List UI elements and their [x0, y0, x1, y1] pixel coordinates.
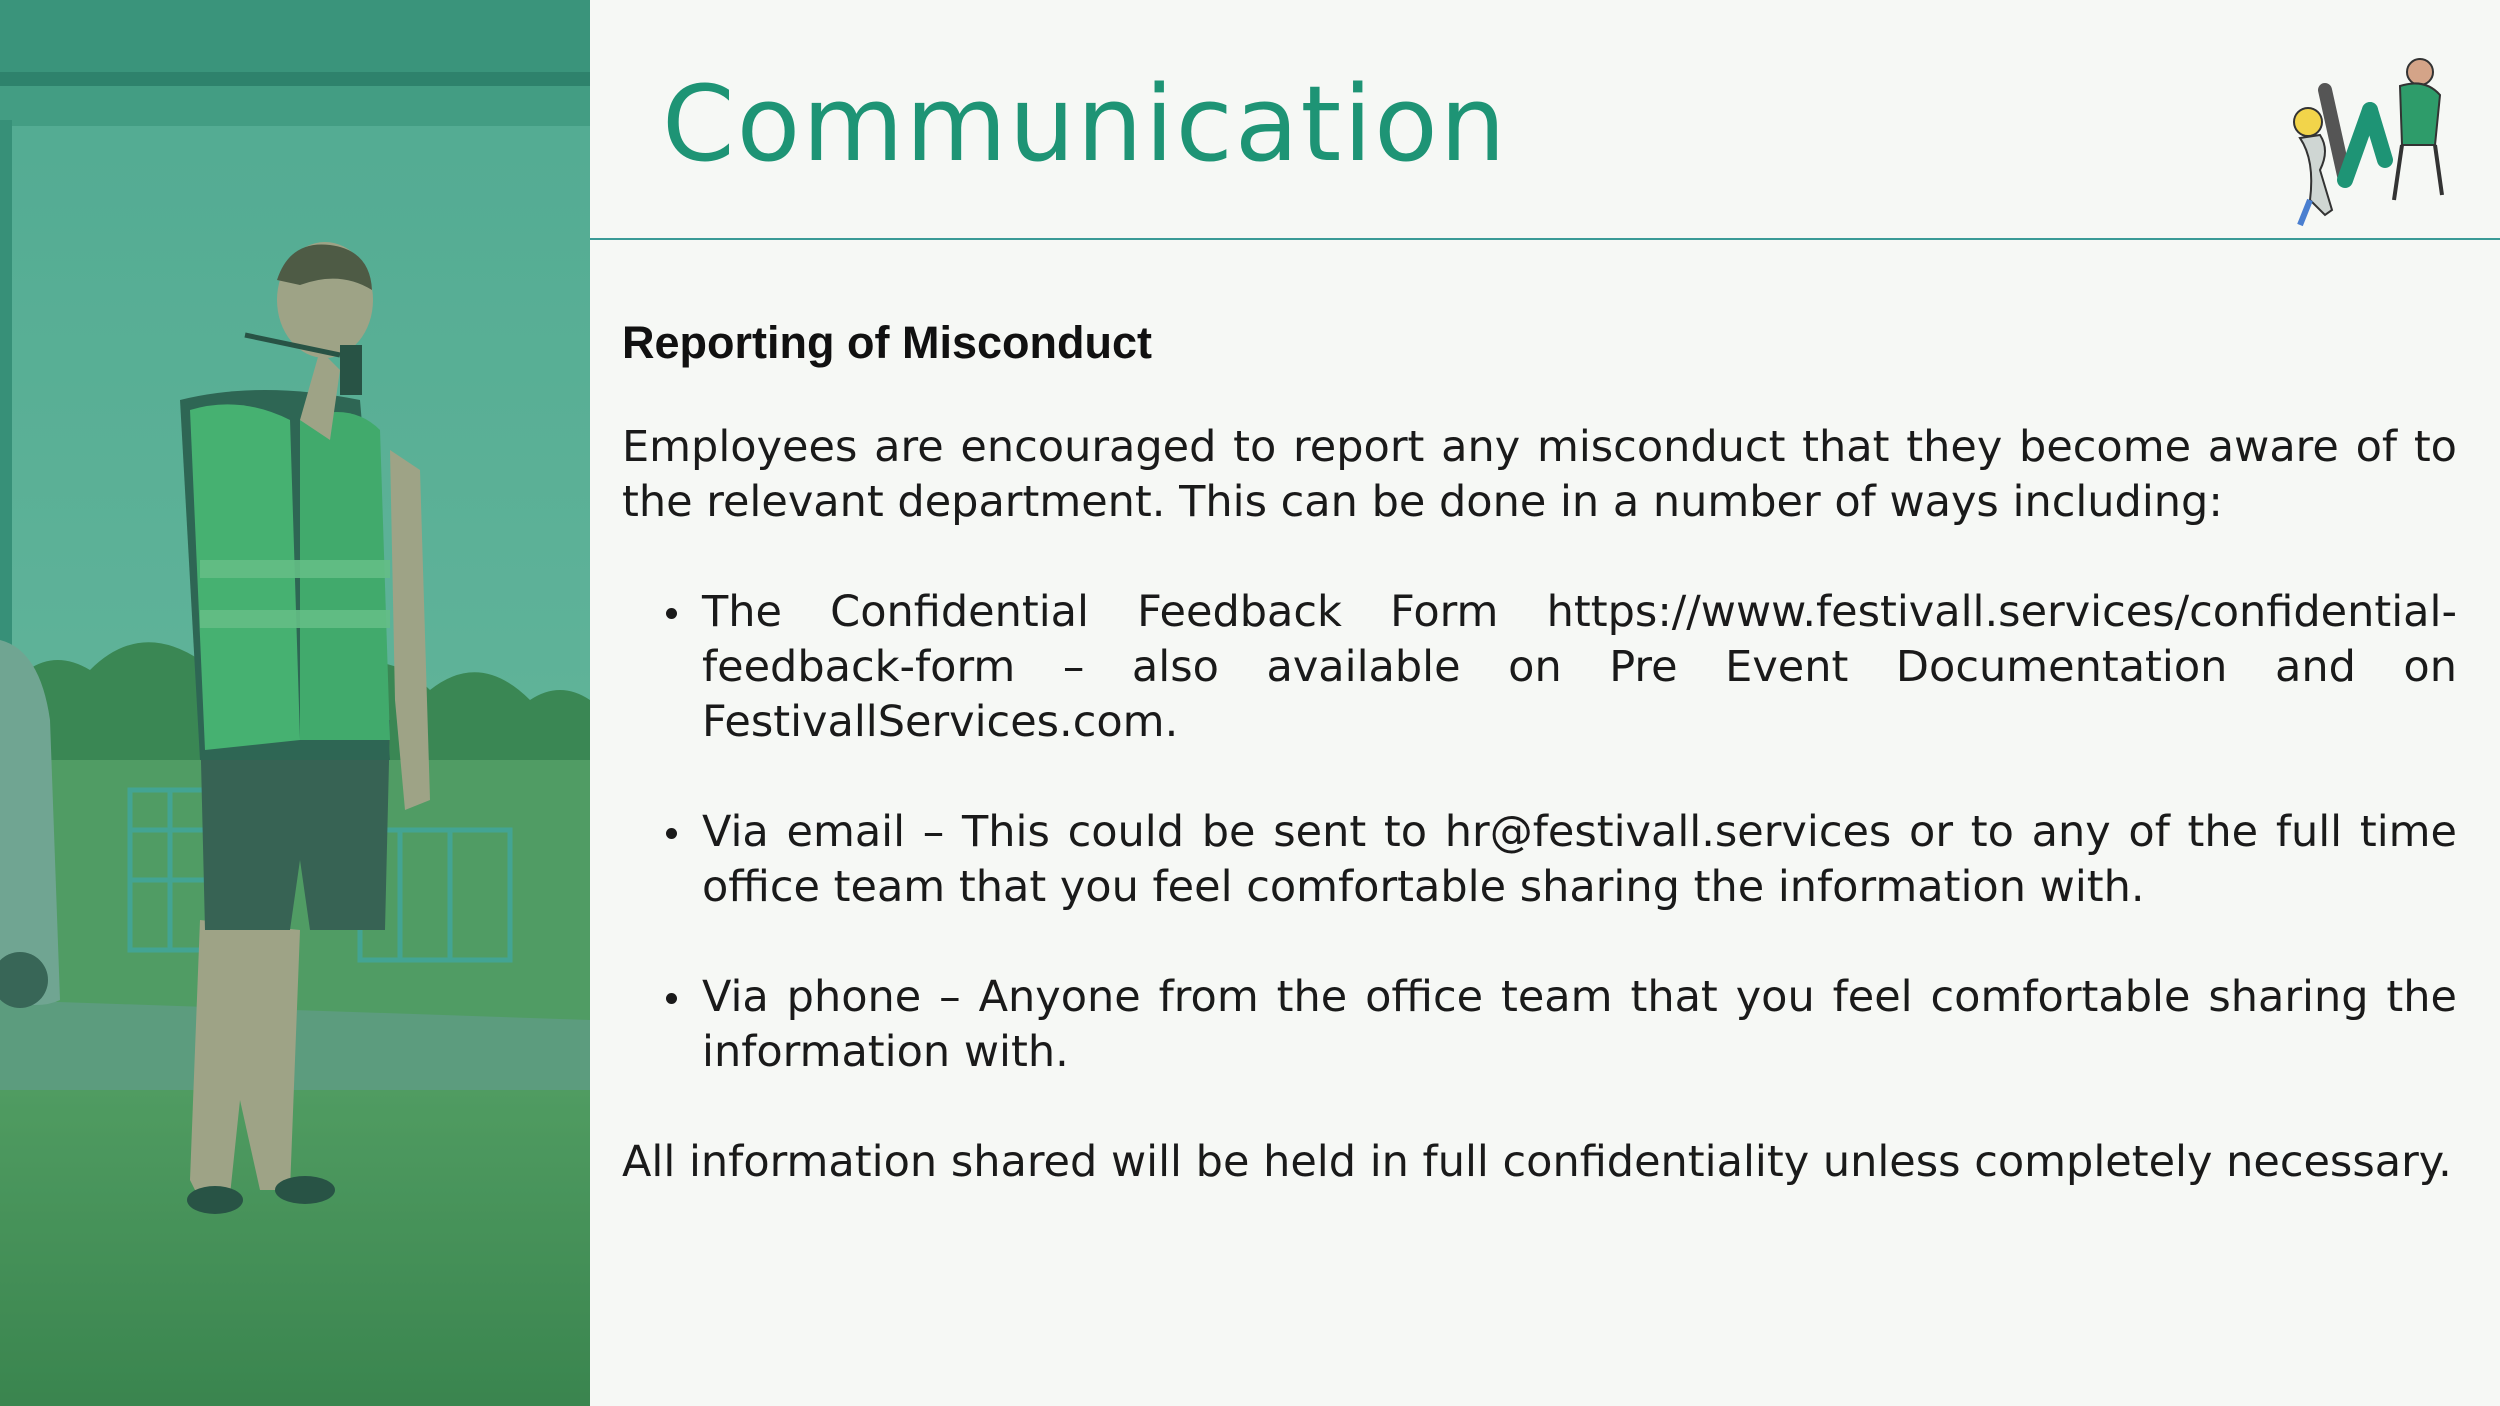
section-heading: Reporting of Misconduct: [622, 317, 1152, 368]
bullet-dot-icon: [666, 608, 677, 619]
list-item-phone: [622, 970, 2457, 1080]
list-item-text: Via phone – Anyone from the office team that you feel comfortable sharing the information with.: [702, 972, 2457, 1077]
intro-paragraph: Employees are encouraged to report any misconduct that they become aware of to the relevant department. This can be done in a number of ways including:: [622, 422, 2457, 527]
list-item-feedback-form: [622, 585, 2457, 750]
list-item-text: The Confidential Feedback Form https://www.festivall.services/confidential-feedback-form – also available on Pre Event Documentation and on FestivallServices.com.: [702, 587, 2457, 747]
page-title: Communication: [662, 63, 1508, 185]
list-item-email: [622, 805, 2457, 915]
bullet-dot-icon: [666, 828, 677, 839]
header-divider: [590, 238, 2500, 240]
closing-statement: All information shared will be held in full confidentiality unless completely necessary.: [622, 1137, 2452, 1187]
staff-photo: [0, 0, 590, 1406]
list-item-text: Via email – This could be sent to hr@festivall.services or to any of the full time office team that you feel comfortable sharing the information with.: [702, 807, 2457, 912]
festivall-logo-icon: [2270, 50, 2450, 230]
content-area: [622, 318, 2457, 1190]
reporting-methods-list: [622, 585, 2457, 1080]
bullet-dot-icon: [666, 993, 677, 1004]
